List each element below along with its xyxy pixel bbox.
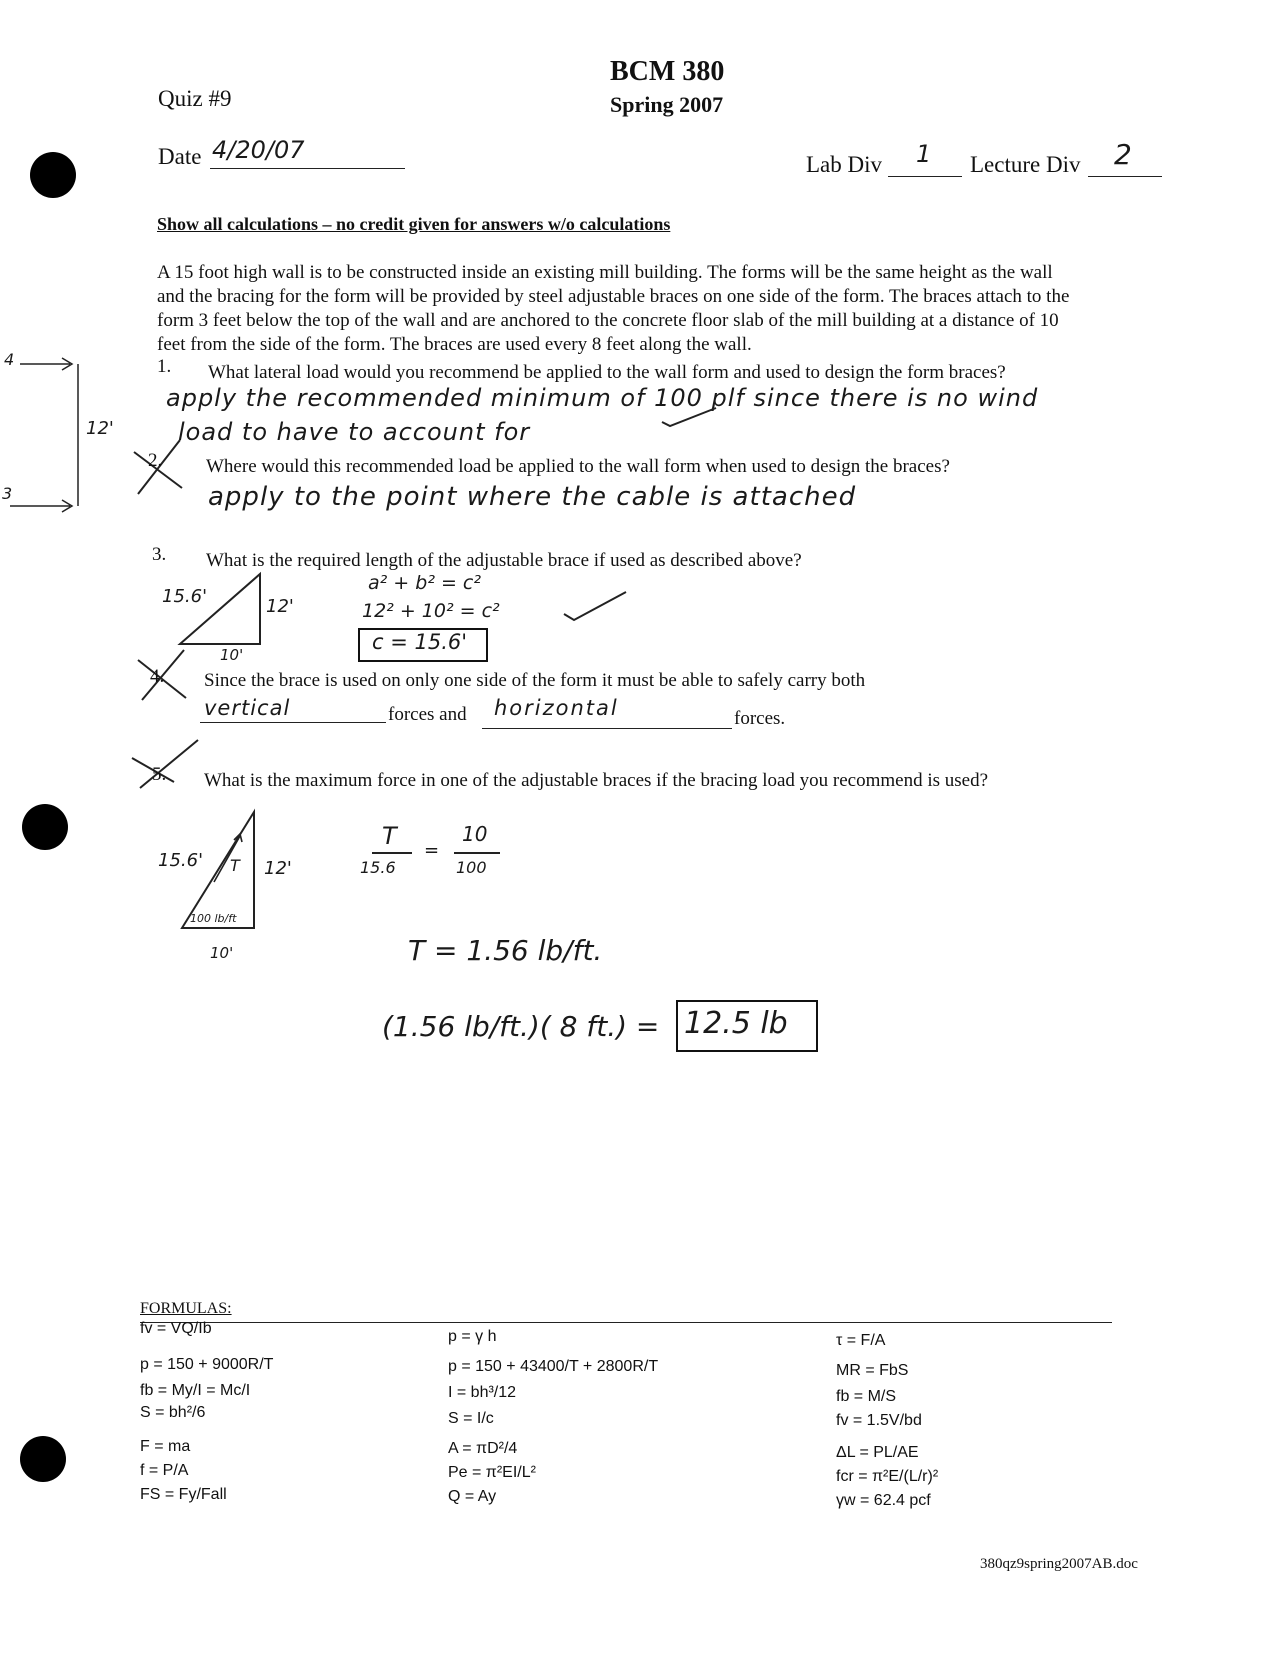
q4-end-text: forces. bbox=[734, 708, 786, 729]
q5-eq-t: T = 1.56 lb/ft. bbox=[408, 934, 603, 967]
margin-note-bottom: 3 bbox=[2, 484, 13, 503]
formula-c3-3: fb = M/S bbox=[836, 1388, 897, 1405]
q5-t-label: T bbox=[230, 856, 240, 875]
formula-c1-2: p = 150 + 9000R/T bbox=[140, 1356, 274, 1373]
formula-c1-7: FS = Fy/Fall bbox=[140, 1486, 227, 1503]
punch-hole-bottom bbox=[20, 1436, 66, 1482]
q5-hyp-label: 15.6' bbox=[158, 850, 204, 871]
formula-c2-4: S = I/c bbox=[448, 1410, 494, 1427]
q5-final: 12.5 lb bbox=[684, 1006, 788, 1041]
q1-number: 1. bbox=[157, 356, 172, 377]
formula-c2-1: p = γ h bbox=[448, 1328, 497, 1345]
formula-c1-1: fv = VQ/Ib bbox=[140, 1320, 212, 1337]
margin-note-top: 4 bbox=[4, 350, 15, 369]
formula-c1-3: fb = My/I = Mc/I bbox=[140, 1382, 251, 1399]
q5-base-label: 10' bbox=[210, 944, 234, 962]
q5-frac-right-bar bbox=[454, 852, 500, 854]
formula-c3-6: fcr = π²E/(L/r)² bbox=[836, 1468, 939, 1485]
q1-text: What lateral load would you recommend be applied to the wall form and used to design the form braces? bbox=[208, 362, 1006, 383]
footer-filename: 380qz9spring2007AB.doc bbox=[980, 1556, 1138, 1572]
formulas-rule bbox=[140, 1322, 1112, 1323]
q3-text: What is the required length of the adjustable brace if used as described above? bbox=[206, 550, 802, 571]
q3-result: c = 15.6' bbox=[372, 630, 468, 654]
formula-c2-2: p = 150 + 43400/T + 2800R/T bbox=[448, 1358, 659, 1375]
q4-blank1: vertical bbox=[204, 696, 291, 720]
q3-eq1: a² + b² = c² bbox=[368, 572, 481, 594]
date-label: Date bbox=[158, 144, 202, 169]
q5-frac-equals: = bbox=[424, 840, 440, 861]
formula-c1-5: F = ma bbox=[140, 1438, 191, 1455]
date-value: 4/20/07 bbox=[212, 136, 305, 164]
q4-number: 4. bbox=[150, 666, 165, 687]
lecture-div-label: Lecture Div bbox=[970, 152, 1081, 177]
formula-c1-4: S = bh²/6 bbox=[140, 1404, 206, 1421]
course-title: BCM 380 bbox=[610, 56, 725, 87]
formula-c2-5: A = πD²/4 bbox=[448, 1440, 518, 1457]
q3-triangle bbox=[170, 570, 270, 650]
q5-frac-left-den: 15.6 bbox=[360, 858, 396, 877]
lecture-div-value: 2 bbox=[1114, 138, 1132, 171]
q5-eq-final: (1.56 lb/ft.)( 8 ft.) = bbox=[382, 1010, 660, 1043]
formulas-heading: FORMULAS: bbox=[140, 1300, 232, 1317]
q3-eq2: 12² + 10² = c² bbox=[362, 600, 500, 622]
q1-answer-line2: load to have to account for bbox=[178, 418, 531, 446]
q3-hyp-label: 15.6' bbox=[162, 586, 208, 607]
formula-c3-1: τ = F/A bbox=[836, 1332, 886, 1349]
formula-c3-5: ΔL = PL/AE bbox=[836, 1444, 919, 1461]
instruction: Show all calculations – no credit given for answers w/o calculations bbox=[157, 214, 671, 234]
problem-line-1: A 15 foot high wall is to be constructed inside an existing mill building. The forms will be the same height as the wall bbox=[157, 262, 1053, 283]
punch-hole-middle bbox=[22, 804, 68, 850]
q3-number: 3. bbox=[152, 544, 167, 565]
lab-div-value: 1 bbox=[916, 140, 932, 168]
q5-frac-right-den: 100 bbox=[456, 858, 487, 877]
q3-check-mark bbox=[560, 588, 630, 624]
q4-blank2: horizontal bbox=[494, 696, 619, 720]
q5-vert-label: 12' bbox=[264, 858, 292, 879]
q5-x-mark bbox=[128, 738, 208, 794]
q2-text: Where would this recommended load be applied to the wall form when used to design the braces? bbox=[206, 456, 950, 477]
q4-blank1-line bbox=[200, 722, 386, 723]
formula-c3-7: γw = 62.4 pcf bbox=[836, 1492, 931, 1509]
formula-c1-6: f = P/A bbox=[140, 1462, 189, 1479]
lab-div-label: Lab Div bbox=[806, 152, 883, 177]
q3-base-label: 10' bbox=[220, 646, 244, 664]
q1-answer-line1: apply the recommended minimum of 100 plf since there is no wind bbox=[166, 384, 1039, 412]
date-line bbox=[210, 168, 405, 169]
q3-vert-label: 12' bbox=[266, 596, 294, 617]
q5-number: 5. bbox=[152, 764, 167, 785]
q5-text: What is the maximum force in one of the adjustable braces if the bracing load you recommend is used? bbox=[204, 770, 989, 791]
margin-note-mid: 12' bbox=[86, 418, 114, 439]
formula-c2-6: Pe = π²EI/L² bbox=[448, 1464, 536, 1481]
q2-number: 2. bbox=[148, 450, 163, 471]
formula-c3-2: MR = FbS bbox=[836, 1362, 909, 1379]
formula-c3-4: fv = 1.5V/bd bbox=[836, 1412, 922, 1429]
formula-c2-7: Q = Ay bbox=[448, 1488, 497, 1505]
lecture-div-line bbox=[1088, 176, 1162, 177]
q1-check-mark bbox=[660, 404, 720, 428]
q2-answer: apply to the point where the cable is attached bbox=[208, 482, 857, 512]
quiz-number: Quiz #9 bbox=[158, 86, 232, 111]
lab-div-line bbox=[888, 176, 962, 177]
q5-frac-right-num: 10 bbox=[462, 822, 488, 846]
q4-text: Since the brace is used on only one side of the form it must be able to safely carry both bbox=[204, 670, 866, 691]
q5-frac-left-bar bbox=[372, 852, 412, 854]
margin-bracket bbox=[0, 350, 90, 520]
problem-line-2: and the bracing for the form will be provided by steel adjustable braces on one side of the form. The braces attach to the bbox=[157, 286, 1070, 307]
q4-mid-text: forces and bbox=[388, 704, 467, 725]
q4-blank2-line bbox=[482, 728, 732, 729]
term: Spring 2007 bbox=[610, 92, 724, 117]
q5-frac-left-num: T bbox=[382, 822, 397, 850]
punch-hole-top bbox=[30, 152, 76, 198]
formula-c2-3: I = bh³/12 bbox=[448, 1384, 517, 1401]
q5-load-label: 100 lb/ft bbox=[190, 912, 237, 925]
problem-line-3: form 3 feet below the top of the wall and are anchored to the concrete floor slab of the mill building at a distance of 10 bbox=[157, 310, 1059, 331]
problem-line-4: feet from the side of the form. The braces are used every 8 feet along the wall. bbox=[157, 334, 752, 355]
